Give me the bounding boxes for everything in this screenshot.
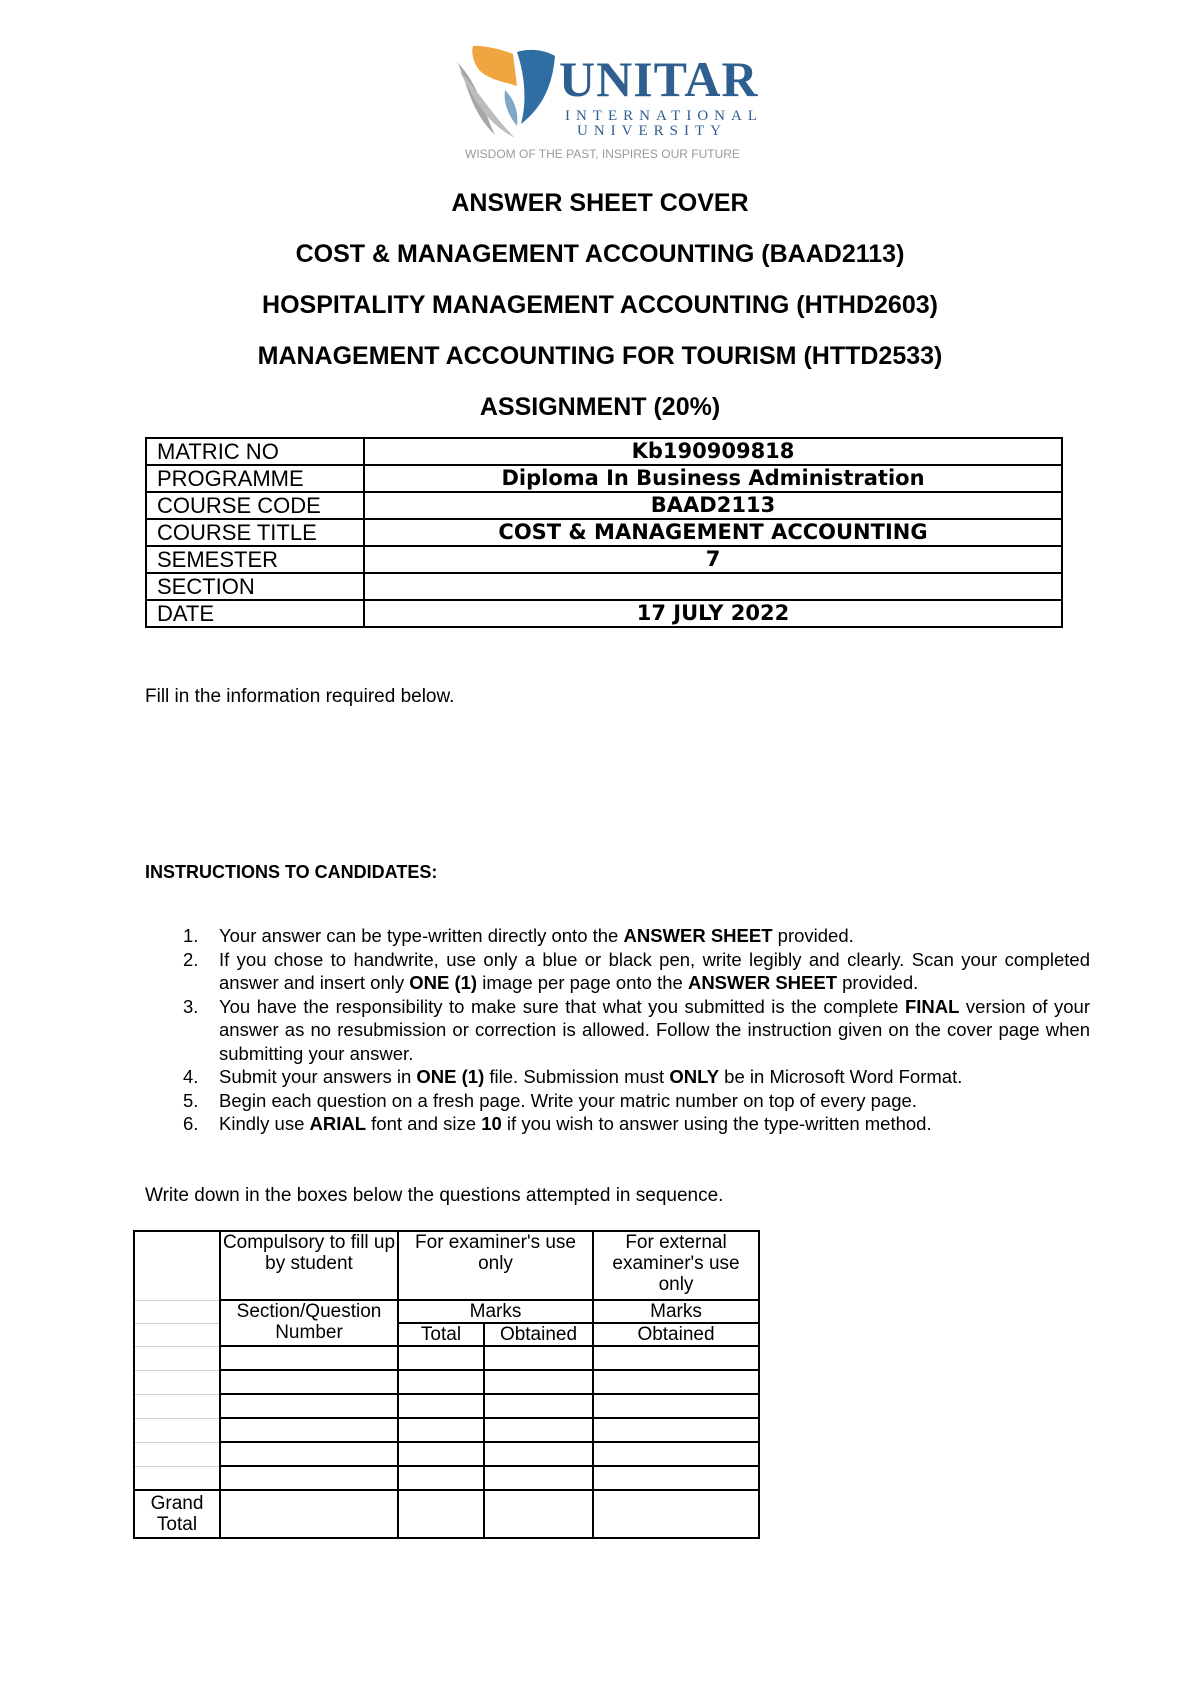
question-entry-cell[interactable] <box>220 1394 398 1418</box>
external-entry-cell[interactable] <box>593 1418 759 1442</box>
instruction-item <box>145 948 1090 995</box>
instruction-number: 2. <box>183 948 199 970</box>
instruction-item <box>145 995 1090 1066</box>
title-answer-sheet: ANSWER SHEET COVER <box>451 189 749 217</box>
logo-line2: UNIVERSITY <box>577 123 727 139</box>
total-entry-cell[interactable] <box>398 1442 484 1466</box>
external-entry-cell[interactable] <box>593 1394 759 1418</box>
instruction-number: 5. <box>183 1089 199 1111</box>
marks-entry-row <box>134 1346 759 1370</box>
obtained-ext-header: Obtained <box>593 1323 759 1346</box>
obtained-entry-cell[interactable] <box>484 1370 593 1394</box>
instruction-item <box>145 924 1090 948</box>
info-label: DATE <box>146 600 364 627</box>
marks-blank-cell <box>134 1346 220 1370</box>
title-block <box>0 178 1200 433</box>
info-value <box>364 573 1062 600</box>
section-question-header: Section/Question Number <box>220 1300 398 1346</box>
fill-note: Fill in the information required below. <box>145 686 455 707</box>
instruction-emphasis: ONLY <box>669 1066 720 1087</box>
grand-total-obtained-cell[interactable] <box>484 1490 593 1538</box>
info-row <box>146 492 1062 519</box>
info-row <box>146 573 1062 600</box>
student-info-table <box>145 437 1063 628</box>
title-course-httd: MANAGEMENT ACCOUNTING FOR TOURISM (HTTD2533) <box>257 342 943 370</box>
obtained-header: Obtained <box>484 1323 593 1346</box>
grand-total-total-cell[interactable] <box>398 1490 484 1538</box>
col-external-header: For external examiner's use only <box>593 1231 759 1300</box>
info-value: Diploma In Business Administration <box>364 465 1062 492</box>
marks-blank-cell <box>134 1466 220 1490</box>
total-header: Total <box>398 1323 484 1346</box>
info-row <box>146 465 1062 492</box>
unitar-logo-graphic <box>455 40 800 170</box>
obtained-entry-cell[interactable] <box>484 1346 593 1370</box>
marks-blank-cell <box>134 1442 220 1466</box>
obtained-entry-cell[interactable] <box>484 1442 593 1466</box>
instruction-text: Kindly use <box>219 1113 310 1134</box>
logo-leaf-lightblue <box>505 90 518 126</box>
info-row <box>146 600 1062 627</box>
obtained-entry-cell[interactable] <box>484 1466 593 1490</box>
info-label: COURSE TITLE <box>146 519 364 546</box>
instruction-text: If you chose to handwrite, use only a blue or black pen, write legibly and clearly. Scan your completed answer and insert only <box>219 948 1090 993</box>
obtained-entry-cell[interactable] <box>484 1394 593 1418</box>
instruction-item <box>145 1065 1090 1089</box>
marks-blank-cell <box>134 1323 220 1346</box>
question-entry-cell[interactable] <box>220 1346 398 1370</box>
marks-entry-row <box>134 1418 759 1442</box>
marks-subheader-row <box>134 1300 759 1323</box>
logo-leaf-blue <box>517 50 555 124</box>
marks-table <box>133 1230 760 1539</box>
logo-line1: INTERNATIONAL <box>565 108 763 124</box>
question-entry-cell[interactable] <box>220 1442 398 1466</box>
info-value: Kb190909818 <box>364 438 1062 465</box>
col-examiner-header: For examiner's use only <box>398 1231 593 1300</box>
total-entry-cell[interactable] <box>398 1346 484 1370</box>
logo-leaf-orange <box>472 46 517 86</box>
instructions-heading: INSTRUCTIONS TO CANDIDATES: <box>145 862 438 882</box>
instruction-text: image per page onto the <box>477 972 688 993</box>
instruction-text: font and size <box>366 1113 482 1134</box>
instruction-number: 4. <box>183 1066 199 1087</box>
grand-total-row <box>134 1490 759 1538</box>
obtained-entry-cell[interactable] <box>484 1418 593 1442</box>
grand-total-external-cell[interactable] <box>593 1490 759 1538</box>
external-entry-cell[interactable] <box>593 1466 759 1490</box>
title-assignment: ASSIGNMENT (20%) <box>479 393 721 421</box>
marks-entry-row <box>134 1466 759 1490</box>
title-course-baad: COST & MANAGEMENT ACCOUNTING (BAAD2113) <box>295 240 905 268</box>
info-value: COST & MANAGEMENT ACCOUNTING <box>364 519 1062 546</box>
instruction-number: 6. <box>183 1113 199 1134</box>
marks-ext-header: Marks <box>593 1300 759 1323</box>
col-student-header: Compulsory to fill up by student <box>220 1231 398 1300</box>
instruction-text: Your answer can be type-written directly onto the <box>219 925 624 946</box>
marks-blank-cell <box>134 1394 220 1418</box>
instruction-text: file. Submission must <box>484 1066 670 1087</box>
instruction-emphasis: ARIAL <box>309 1113 367 1134</box>
info-label: PROGRAMME <box>146 465 364 492</box>
instruction-text: Begin each question on a fresh page. Write your matric number on top of every page. <box>219 1089 917 1111</box>
marks-blank-cell <box>134 1370 220 1394</box>
instruction-emphasis: ONE (1) <box>416 1066 485 1087</box>
info-value: BAAD2113 <box>364 492 1062 519</box>
instruction-item <box>145 1112 1090 1136</box>
total-entry-cell[interactable] <box>398 1394 484 1418</box>
instruction-text: Submit your answers in <box>219 1066 417 1087</box>
info-value: 7 <box>364 546 1062 573</box>
logo-name: UNITAR <box>559 51 759 107</box>
info-label: MATRIC NO <box>146 438 364 465</box>
instruction-emphasis: ONE (1) <box>409 972 478 993</box>
instructions-list <box>145 924 1090 1136</box>
question-entry-cell[interactable] <box>220 1466 398 1490</box>
instruction-emphasis: FINAL <box>904 995 960 1017</box>
write-note: Write down in the boxes below the questions attempted in sequence. <box>145 1185 724 1206</box>
instruction-number: 1. <box>183 925 199 946</box>
instruction-text: be in Microsoft Word Format. <box>719 1066 963 1087</box>
marks-entry-row <box>134 1442 759 1466</box>
marks-blank-cell <box>134 1231 220 1300</box>
instruction-text: You have the responsibility to make sure that what you submitted is the complete <box>219 995 905 1017</box>
marks-header: Marks <box>398 1300 593 1323</box>
marks-blank-cell <box>134 1418 220 1442</box>
instruction-text: provided. <box>837 972 919 993</box>
question-entry-cell[interactable] <box>220 1370 398 1394</box>
question-entry-cell[interactable] <box>220 1418 398 1442</box>
external-entry-cell[interactable] <box>593 1370 759 1394</box>
total-entry-cell[interactable] <box>398 1370 484 1394</box>
total-entry-cell[interactable] <box>398 1466 484 1490</box>
info-value: 17 JULY 2022 <box>364 600 1062 627</box>
external-entry-cell[interactable] <box>593 1442 759 1466</box>
marks-blank-cell <box>134 1300 220 1323</box>
instruction-emphasis: ANSWER SHEET <box>623 925 773 946</box>
marks-header-row <box>134 1231 759 1300</box>
instruction-item <box>145 1089 1090 1113</box>
total-entry-cell[interactable] <box>398 1418 484 1442</box>
marks-entry-row <box>134 1394 759 1418</box>
info-label: SEMESTER <box>146 546 364 573</box>
instruction-text: version of your answer as no resubmission or correction is allowed. Follow the instruction given on the cover page when submitting your answer. <box>219 995 1090 1064</box>
marks-entry-row <box>134 1370 759 1394</box>
instruction-emphasis: 10 <box>481 1113 502 1134</box>
info-row <box>146 546 1062 573</box>
instruction-text: if you wish to answer using the type-written method. <box>501 1113 932 1134</box>
instruction-text: provided. <box>772 925 854 946</box>
logo-tagline: WISDOM OF THE PAST, INSPIRES OUR FUTURE <box>465 147 740 161</box>
instruction-emphasis: ANSWER SHEET <box>687 972 837 993</box>
info-row <box>146 519 1062 546</box>
instruction-number: 3. <box>183 995 199 1017</box>
info-row <box>146 438 1062 465</box>
title-course-hthd: HOSPITALITY MANAGEMENT ACCOUNTING (HTHD2603) <box>262 291 938 319</box>
info-label: COURSE CODE <box>146 492 364 519</box>
grand-total-question-cell[interactable] <box>220 1490 398 1538</box>
grand-total-label: Grand Total <box>134 1490 220 1538</box>
info-label: SECTION <box>146 573 364 600</box>
unitar-logo <box>455 40 800 170</box>
external-entry-cell[interactable] <box>593 1346 759 1370</box>
